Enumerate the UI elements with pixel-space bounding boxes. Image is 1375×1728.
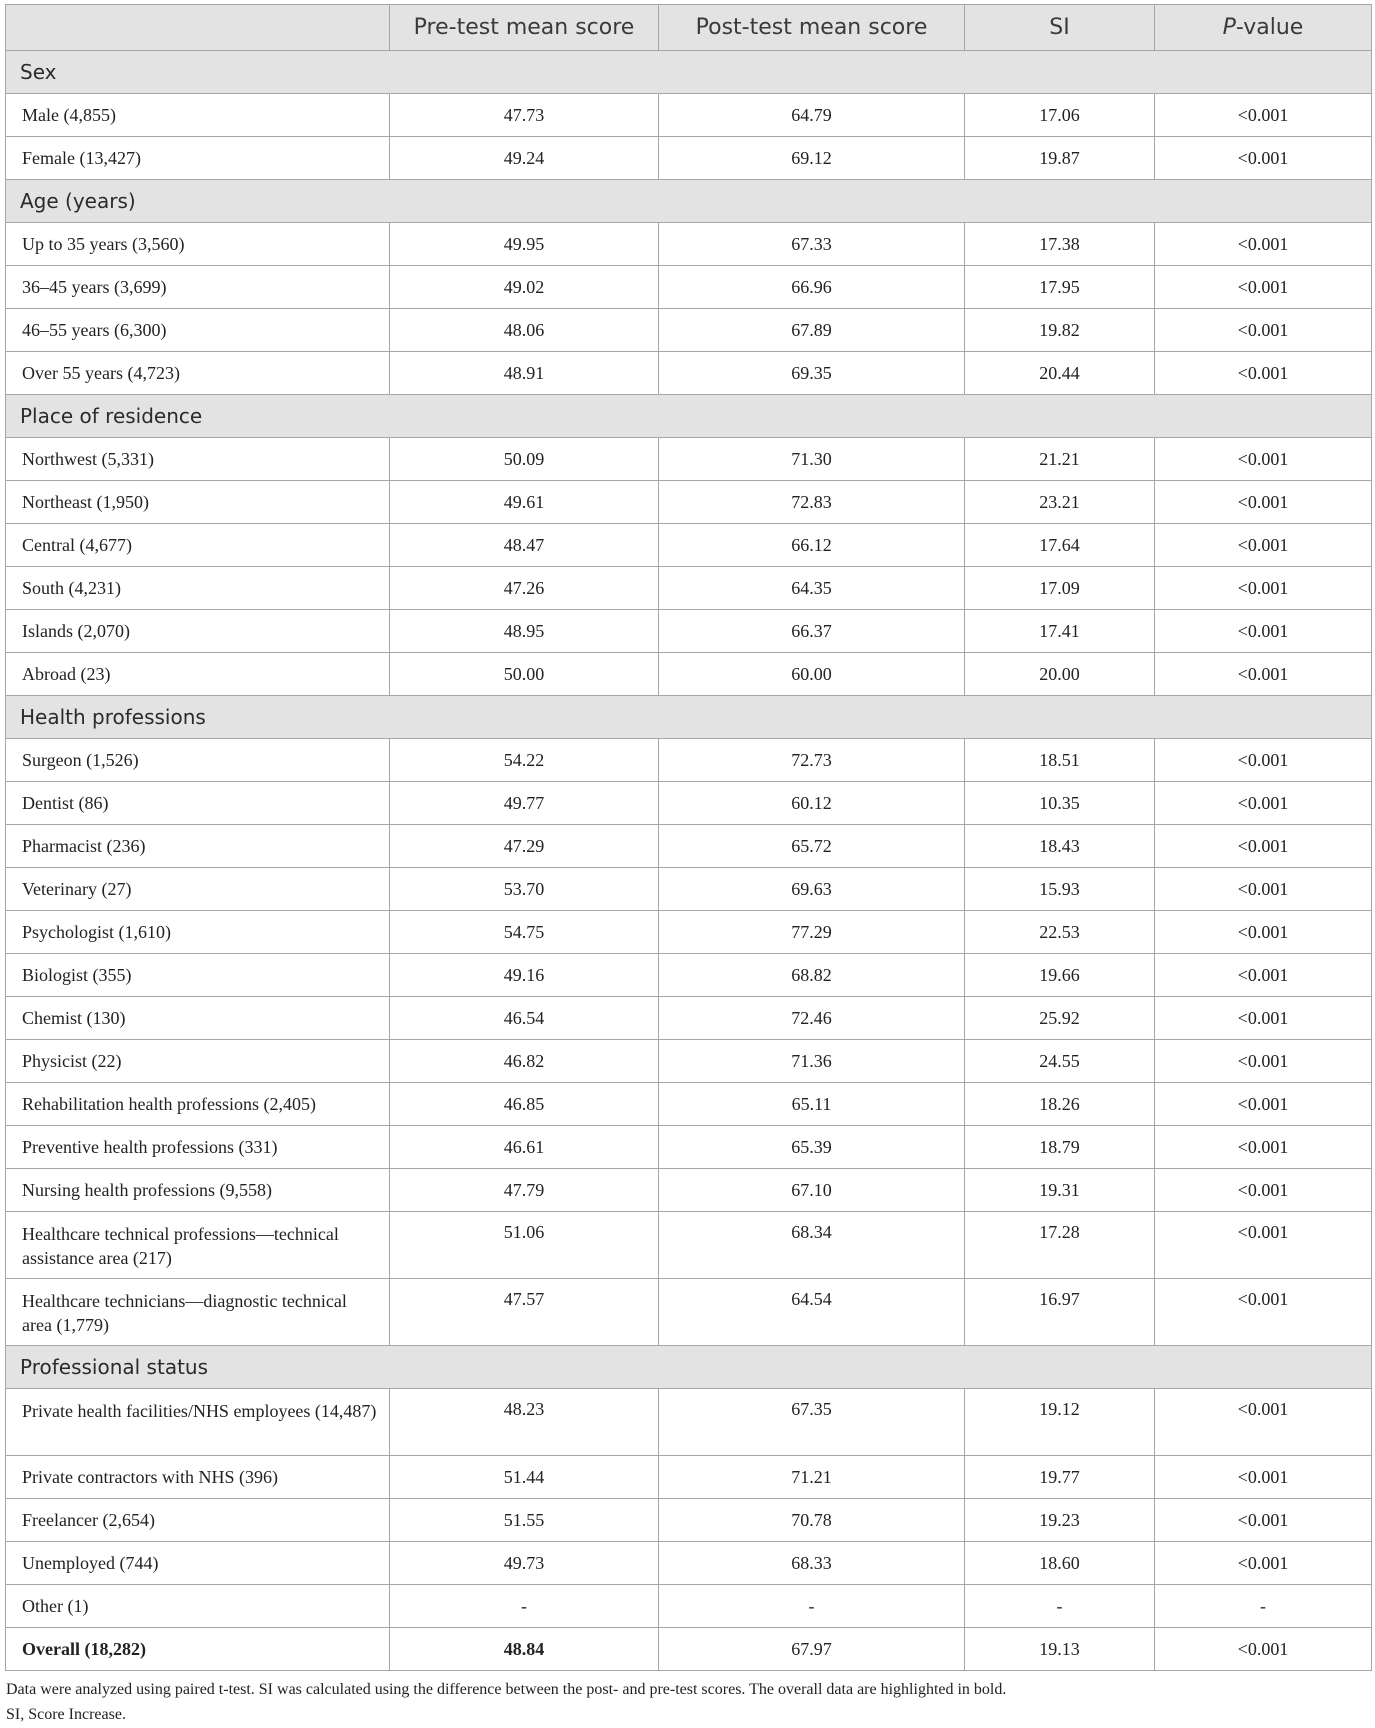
pre-test-score: 49.73 bbox=[390, 1542, 659, 1585]
overall-label: Overall (18,282) bbox=[6, 1628, 390, 1671]
si-value: 17.64 bbox=[965, 524, 1155, 567]
row-label: Northeast (1,950) bbox=[6, 481, 390, 524]
post-test-score: - bbox=[659, 1585, 965, 1628]
p-value: <0.001 bbox=[1155, 309, 1372, 352]
footnote-line-2: SI, Score Increase. bbox=[6, 1706, 126, 1723]
section-title: Sex bbox=[6, 51, 1372, 94]
post-test-score: 72.83 bbox=[659, 481, 965, 524]
table-row bbox=[6, 610, 1372, 653]
row-label: Surgeon (1,526) bbox=[6, 739, 390, 782]
pre-test-score: 51.06 bbox=[390, 1212, 659, 1279]
p-value: <0.001 bbox=[1155, 1279, 1372, 1346]
p-value: <0.001 bbox=[1155, 1169, 1372, 1212]
row-label: South (4,231) bbox=[6, 567, 390, 610]
pre-test-score: 49.16 bbox=[390, 954, 659, 997]
row-label: Dentist (86) bbox=[6, 782, 390, 825]
si-value: 19.31 bbox=[965, 1169, 1155, 1212]
pre-test-score: - bbox=[390, 1585, 659, 1628]
row-label: Private health facilities/NHS employees (14,487) bbox=[6, 1389, 390, 1456]
si-value: 17.41 bbox=[965, 610, 1155, 653]
si-value: 18.26 bbox=[965, 1083, 1155, 1126]
p-value: <0.001 bbox=[1155, 868, 1372, 911]
si-value: 19.87 bbox=[965, 137, 1155, 180]
p-value: <0.001 bbox=[1155, 911, 1372, 954]
section-title: Age (years) bbox=[6, 180, 1372, 223]
si-value: 19.12 bbox=[965, 1389, 1155, 1456]
section-row bbox=[6, 395, 1372, 438]
footnote-line-1: Data were analyzed using paired t-test. SI was calculated using the difference between the post- and pre-test scores. The overall data are highlighted in bold. bbox=[6, 1681, 1007, 1698]
si-value: 21.21 bbox=[965, 438, 1155, 481]
si-value: 16.97 bbox=[965, 1279, 1155, 1346]
header-post-test: Post-test mean score bbox=[659, 5, 965, 51]
pre-test-score: 50.00 bbox=[390, 653, 659, 696]
pre-test-score: 49.02 bbox=[390, 266, 659, 309]
table-row bbox=[6, 94, 1372, 137]
row-label: Psychologist (1,610) bbox=[6, 911, 390, 954]
pre-test-score: 54.22 bbox=[390, 739, 659, 782]
si-value: 22.53 bbox=[965, 911, 1155, 954]
p-value: <0.001 bbox=[1155, 266, 1372, 309]
si-value: 17.28 bbox=[965, 1212, 1155, 1279]
p-value: <0.001 bbox=[1155, 1083, 1372, 1126]
row-label: Northwest (5,331) bbox=[6, 438, 390, 481]
row-label: Preventive health professions (331) bbox=[6, 1126, 390, 1169]
pre-test-score: 53.70 bbox=[390, 868, 659, 911]
post-test-score: 64.54 bbox=[659, 1279, 965, 1346]
section-title: Health professions bbox=[6, 696, 1372, 739]
si-value: 17.95 bbox=[965, 266, 1155, 309]
table-row bbox=[6, 868, 1372, 911]
post-test-score: 69.12 bbox=[659, 137, 965, 180]
header-category bbox=[6, 5, 390, 51]
post-test-score: 69.63 bbox=[659, 868, 965, 911]
post-test-score: 64.35 bbox=[659, 567, 965, 610]
post-test-score: 65.72 bbox=[659, 825, 965, 868]
p-value: <0.001 bbox=[1155, 610, 1372, 653]
table-row bbox=[6, 739, 1372, 782]
si-value: 24.55 bbox=[965, 1040, 1155, 1083]
row-label: Up to 35 years (3,560) bbox=[6, 223, 390, 266]
row-label: Over 55 years (4,723) bbox=[6, 352, 390, 395]
row-label: Healthcare technical professions—technical assistance area (217) bbox=[6, 1212, 390, 1279]
p-value: <0.001 bbox=[1155, 481, 1372, 524]
row-label: Islands (2,070) bbox=[6, 610, 390, 653]
si-value: 25.92 bbox=[965, 997, 1155, 1040]
table-row bbox=[6, 782, 1372, 825]
row-label: Physicist (22) bbox=[6, 1040, 390, 1083]
table-row bbox=[6, 1499, 1372, 1542]
p-value: <0.001 bbox=[1155, 1126, 1372, 1169]
post-test-score: 67.33 bbox=[659, 223, 965, 266]
post-test-score: 71.21 bbox=[659, 1456, 965, 1499]
p-value: <0.001 bbox=[1155, 524, 1372, 567]
pre-test-score: 48.91 bbox=[390, 352, 659, 395]
section-title: Professional status bbox=[6, 1346, 1372, 1389]
table-row bbox=[6, 266, 1372, 309]
table-row bbox=[6, 567, 1372, 610]
table-row bbox=[6, 1083, 1372, 1126]
overall-pre-test: 48.84 bbox=[390, 1628, 659, 1671]
post-test-score: 67.10 bbox=[659, 1169, 965, 1212]
header-p-value bbox=[1155, 5, 1372, 51]
row-label: Other (1) bbox=[6, 1585, 390, 1628]
post-test-score: 66.12 bbox=[659, 524, 965, 567]
section-row bbox=[6, 696, 1372, 739]
row-label: 36–45 years (3,699) bbox=[6, 266, 390, 309]
post-test-score: 60.12 bbox=[659, 782, 965, 825]
si-value: 23.21 bbox=[965, 481, 1155, 524]
pre-test-score: 48.06 bbox=[390, 309, 659, 352]
si-value: 18.60 bbox=[965, 1542, 1155, 1585]
p-value: <0.001 bbox=[1155, 653, 1372, 696]
table-row bbox=[6, 481, 1372, 524]
p-value: <0.001 bbox=[1155, 567, 1372, 610]
table-row bbox=[6, 1169, 1372, 1212]
pre-test-score: 46.61 bbox=[390, 1126, 659, 1169]
table-row bbox=[6, 1279, 1372, 1346]
p-value: <0.001 bbox=[1155, 137, 1372, 180]
p-value: <0.001 bbox=[1155, 954, 1372, 997]
row-label: Central (4,677) bbox=[6, 524, 390, 567]
post-test-score: 67.89 bbox=[659, 309, 965, 352]
p-value: <0.001 bbox=[1155, 739, 1372, 782]
row-label: Female (13,427) bbox=[6, 137, 390, 180]
post-test-score: 64.79 bbox=[659, 94, 965, 137]
header-si: SI bbox=[965, 5, 1155, 51]
post-test-score: 71.36 bbox=[659, 1040, 965, 1083]
pre-test-score: 49.24 bbox=[390, 137, 659, 180]
p-value: <0.001 bbox=[1155, 94, 1372, 137]
post-test-score: 60.00 bbox=[659, 653, 965, 696]
post-test-score: 68.82 bbox=[659, 954, 965, 997]
p-value: <0.001 bbox=[1155, 1499, 1372, 1542]
si-value: 19.77 bbox=[965, 1456, 1155, 1499]
table-row bbox=[6, 137, 1372, 180]
si-value: 20.44 bbox=[965, 352, 1155, 395]
overall-p-value: <0.001 bbox=[1155, 1628, 1372, 1671]
table-row bbox=[6, 309, 1372, 352]
post-test-score: 69.35 bbox=[659, 352, 965, 395]
row-label: Veterinary (27) bbox=[6, 868, 390, 911]
p-value: <0.001 bbox=[1155, 1542, 1372, 1585]
overall-post-test: 67.97 bbox=[659, 1628, 965, 1671]
row-label: Healthcare technicians—diagnostic technical area (1,779) bbox=[6, 1279, 390, 1346]
si-value: 17.38 bbox=[965, 223, 1155, 266]
pre-test-score: 48.95 bbox=[390, 610, 659, 653]
table-row bbox=[6, 524, 1372, 567]
si-value: 18.51 bbox=[965, 739, 1155, 782]
p-value: <0.001 bbox=[1155, 352, 1372, 395]
post-test-score: 66.37 bbox=[659, 610, 965, 653]
p-value: <0.001 bbox=[1155, 1389, 1372, 1456]
pre-test-score: 50.09 bbox=[390, 438, 659, 481]
pre-test-score: 47.79 bbox=[390, 1169, 659, 1212]
row-label: Male (4,855) bbox=[6, 94, 390, 137]
pre-test-score: 51.55 bbox=[390, 1499, 659, 1542]
p-value: <0.001 bbox=[1155, 438, 1372, 481]
post-test-score: 72.73 bbox=[659, 739, 965, 782]
header-p-italic: P bbox=[1222, 15, 1236, 40]
row-label: Pharmacist (236) bbox=[6, 825, 390, 868]
row-label: Rehabilitation health professions (2,405) bbox=[6, 1083, 390, 1126]
table-row bbox=[6, 1389, 1372, 1456]
section-title: Place of residence bbox=[6, 395, 1372, 438]
table-header-row bbox=[6, 5, 1372, 51]
table-row bbox=[6, 911, 1372, 954]
si-value: - bbox=[965, 1585, 1155, 1628]
pre-test-score: 49.95 bbox=[390, 223, 659, 266]
pre-test-score: 47.26 bbox=[390, 567, 659, 610]
pre-test-score: 47.73 bbox=[390, 94, 659, 137]
post-test-score: 71.30 bbox=[659, 438, 965, 481]
row-label: Biologist (355) bbox=[6, 954, 390, 997]
post-test-score: 65.39 bbox=[659, 1126, 965, 1169]
header-pre-test: Pre-test mean score bbox=[390, 5, 659, 51]
row-label: Chemist (130) bbox=[6, 997, 390, 1040]
si-value: 20.00 bbox=[965, 653, 1155, 696]
post-test-score: 67.35 bbox=[659, 1389, 965, 1456]
table-row bbox=[6, 1456, 1372, 1499]
pre-test-score: 46.85 bbox=[390, 1083, 659, 1126]
table-row bbox=[6, 1542, 1372, 1585]
p-value: <0.001 bbox=[1155, 223, 1372, 266]
table-row bbox=[6, 997, 1372, 1040]
p-value: <0.001 bbox=[1155, 825, 1372, 868]
si-value: 10.35 bbox=[965, 782, 1155, 825]
si-value: 18.79 bbox=[965, 1126, 1155, 1169]
row-label: Abroad (23) bbox=[6, 653, 390, 696]
section-row bbox=[6, 1346, 1372, 1389]
section-row bbox=[6, 51, 1372, 94]
p-value: <0.001 bbox=[1155, 997, 1372, 1040]
table-row bbox=[6, 438, 1372, 481]
si-value: 17.06 bbox=[965, 94, 1155, 137]
p-value: - bbox=[1155, 1585, 1372, 1628]
row-label: Nursing health professions (9,558) bbox=[6, 1169, 390, 1212]
table-body bbox=[6, 51, 1372, 1671]
row-label: Freelancer (2,654) bbox=[6, 1499, 390, 1542]
pre-test-score: 54.75 bbox=[390, 911, 659, 954]
table-container bbox=[5, 4, 1371, 1727]
table-row bbox=[6, 1040, 1372, 1083]
p-value: <0.001 bbox=[1155, 1040, 1372, 1083]
post-test-score: 77.29 bbox=[659, 911, 965, 954]
si-value: 19.23 bbox=[965, 1499, 1155, 1542]
post-test-score: 72.46 bbox=[659, 997, 965, 1040]
pre-test-score: 47.57 bbox=[390, 1279, 659, 1346]
pre-test-score: 48.23 bbox=[390, 1389, 659, 1456]
post-test-score: 68.33 bbox=[659, 1542, 965, 1585]
si-value: 17.09 bbox=[965, 567, 1155, 610]
pre-test-score: 48.47 bbox=[390, 524, 659, 567]
table-row bbox=[6, 352, 1372, 395]
table-row bbox=[6, 1212, 1372, 1279]
p-value: <0.001 bbox=[1155, 1212, 1372, 1279]
overall-row bbox=[6, 1628, 1372, 1671]
si-value: 19.66 bbox=[965, 954, 1155, 997]
pre-test-score: 51.44 bbox=[390, 1456, 659, 1499]
si-value: 15.93 bbox=[965, 868, 1155, 911]
overall-si: 19.13 bbox=[965, 1628, 1155, 1671]
p-value: <0.001 bbox=[1155, 782, 1372, 825]
post-test-score: 68.34 bbox=[659, 1212, 965, 1279]
row-label: Unemployed (744) bbox=[6, 1542, 390, 1585]
table-row bbox=[6, 653, 1372, 696]
pre-test-score: 49.61 bbox=[390, 481, 659, 524]
post-test-score: 66.96 bbox=[659, 266, 965, 309]
post-test-score: 65.11 bbox=[659, 1083, 965, 1126]
pre-test-score: 46.54 bbox=[390, 997, 659, 1040]
pre-test-score: 49.77 bbox=[390, 782, 659, 825]
table-row bbox=[6, 954, 1372, 997]
table-footnote bbox=[5, 1677, 1371, 1727]
table-row bbox=[6, 1585, 1372, 1628]
results-table bbox=[5, 4, 1372, 1671]
si-value: 19.82 bbox=[965, 309, 1155, 352]
pre-test-score: 47.29 bbox=[390, 825, 659, 868]
row-label: Private contractors with NHS (396) bbox=[6, 1456, 390, 1499]
table-row bbox=[6, 1126, 1372, 1169]
p-value: <0.001 bbox=[1155, 1456, 1372, 1499]
row-label: 46–55 years (6,300) bbox=[6, 309, 390, 352]
table-row bbox=[6, 825, 1372, 868]
header-p-suffix: -value bbox=[1235, 15, 1304, 40]
si-value: 18.43 bbox=[965, 825, 1155, 868]
pre-test-score: 46.82 bbox=[390, 1040, 659, 1083]
section-row bbox=[6, 180, 1372, 223]
post-test-score: 70.78 bbox=[659, 1499, 965, 1542]
table-row bbox=[6, 223, 1372, 266]
